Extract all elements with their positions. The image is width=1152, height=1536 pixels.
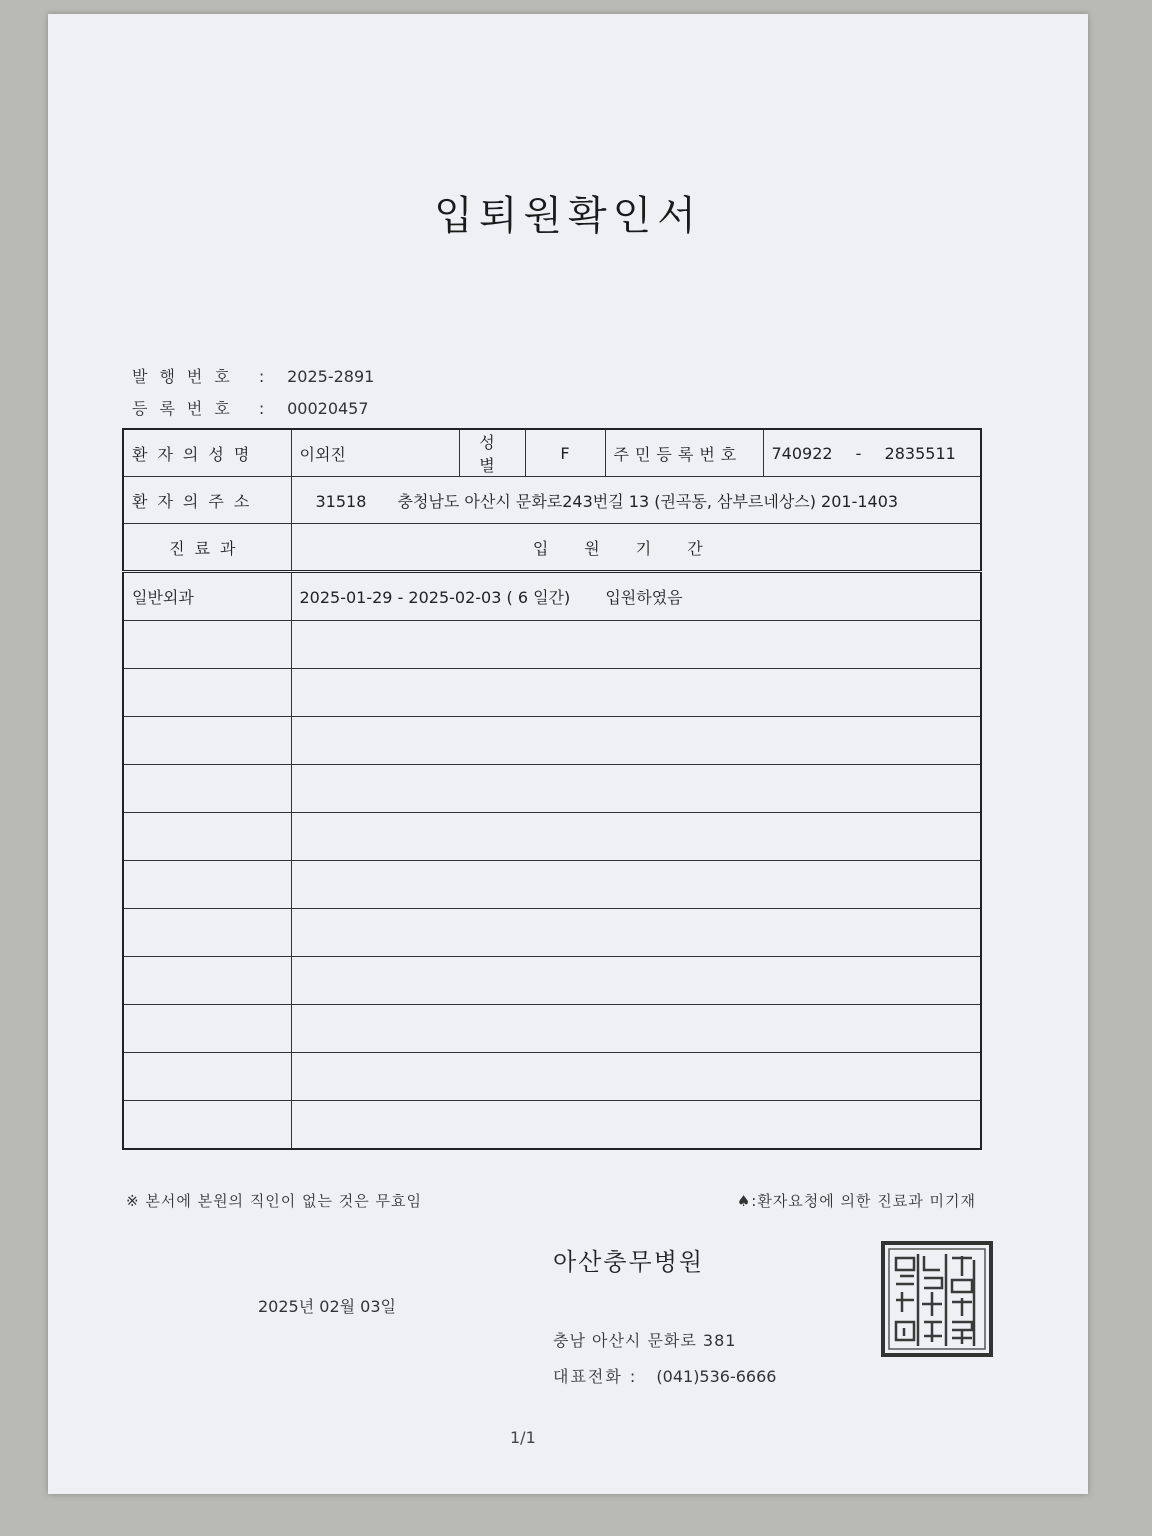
dept-header: 진료과 — [123, 524, 291, 572]
rrn-label: 주민등록번호 — [605, 429, 763, 477]
dept-cell — [123, 957, 291, 1005]
period-cell — [291, 1005, 981, 1053]
table-row — [123, 813, 981, 861]
patient-address — [291, 477, 981, 524]
dept-cell — [123, 1101, 291, 1150]
dept-cell — [123, 861, 291, 909]
period-cell — [291, 572, 981, 621]
hospital-phone-row — [553, 1364, 776, 1387]
period-cell — [291, 909, 981, 957]
period-text: 2025-01-29 - 2025-02-03 ( 6 일간) — [299, 588, 571, 607]
dept-cell — [123, 813, 291, 861]
page-number: 1/1 — [510, 1428, 536, 1447]
dept-cell: 일반외과 — [123, 572, 291, 621]
table-row — [123, 669, 981, 717]
patient-address-label: 환자의주소 — [123, 477, 291, 524]
sex-value: F — [525, 429, 605, 477]
issue-number-value: 2025-2891 — [287, 367, 375, 386]
period-note: 입원하였음 — [605, 588, 683, 607]
dept-cell — [123, 1005, 291, 1053]
registration-number-row — [132, 396, 369, 419]
document-title: 입퇴원확인서 — [434, 193, 702, 239]
patient-name-label: 환자의성명 — [123, 429, 291, 477]
column-header-row — [123, 524, 981, 572]
issue-date: 2025년 02월 03일 — [258, 1297, 396, 1316]
period-cell — [291, 669, 981, 717]
rrn-front: 740922 — [771, 443, 833, 463]
hospital-address: 충남 아산시 문화로 381 — [553, 1331, 737, 1350]
sex-label: 성별 — [459, 429, 525, 477]
table-row — [123, 909, 981, 957]
validity-note: ※ 본서에 본원의 직인이 없는 것은 무효임 — [126, 1192, 423, 1210]
dept-cell — [123, 621, 291, 669]
patient-address-row — [123, 477, 981, 524]
dept-omission-note: ♠:환자요청에 의한 진료과 미기재 — [736, 1192, 976, 1210]
dept-cell — [123, 1053, 291, 1101]
table-row — [123, 717, 981, 765]
issue-number-row — [132, 364, 374, 387]
period-cell — [291, 1053, 981, 1101]
table-row — [123, 957, 981, 1005]
hospital-name: 아산충무병원 — [553, 1248, 705, 1276]
period-cell — [291, 621, 981, 669]
period-cell — [291, 813, 981, 861]
document-sheet — [48, 14, 1088, 1494]
table-row — [123, 1101, 981, 1150]
rrn-dash: - — [855, 443, 862, 463]
address-text: 충청남도 아산시 문화로243번길 13 (권곡동, 삼부르네상스) 201-1403 — [397, 491, 899, 511]
patient-name: 이외진 — [291, 429, 459, 477]
period-cell — [291, 765, 981, 813]
dept-cell — [123, 909, 291, 957]
issue-number-label: 발행번호 : — [132, 367, 277, 386]
phone-number: (041)536-6666 — [656, 1367, 777, 1386]
registration-number-value: 00020457 — [287, 399, 369, 418]
patient-info-row — [123, 429, 981, 477]
postal-code: 31518 — [315, 491, 367, 511]
registration-number-label: 등록번호 : — [132, 399, 277, 418]
rrn-value — [763, 429, 981, 477]
table-row — [123, 572, 981, 621]
period-cell — [291, 717, 981, 765]
table-row — [123, 621, 981, 669]
official-seal-stamp — [880, 1240, 994, 1358]
dept-cell — [123, 765, 291, 813]
table-row — [123, 765, 981, 813]
period-cell — [291, 1101, 981, 1150]
table-row — [123, 1053, 981, 1101]
dept-cell — [123, 669, 291, 717]
table-row — [123, 861, 981, 909]
rrn-back: 2835511 — [884, 443, 956, 463]
dept-cell — [123, 717, 291, 765]
table-row — [123, 1005, 981, 1053]
phone-label: 대표전화 : — [553, 1367, 638, 1386]
period-cell — [291, 861, 981, 909]
admission-table — [122, 428, 982, 1150]
period-cell — [291, 957, 981, 1005]
period-header: 입원기간 — [291, 524, 981, 572]
